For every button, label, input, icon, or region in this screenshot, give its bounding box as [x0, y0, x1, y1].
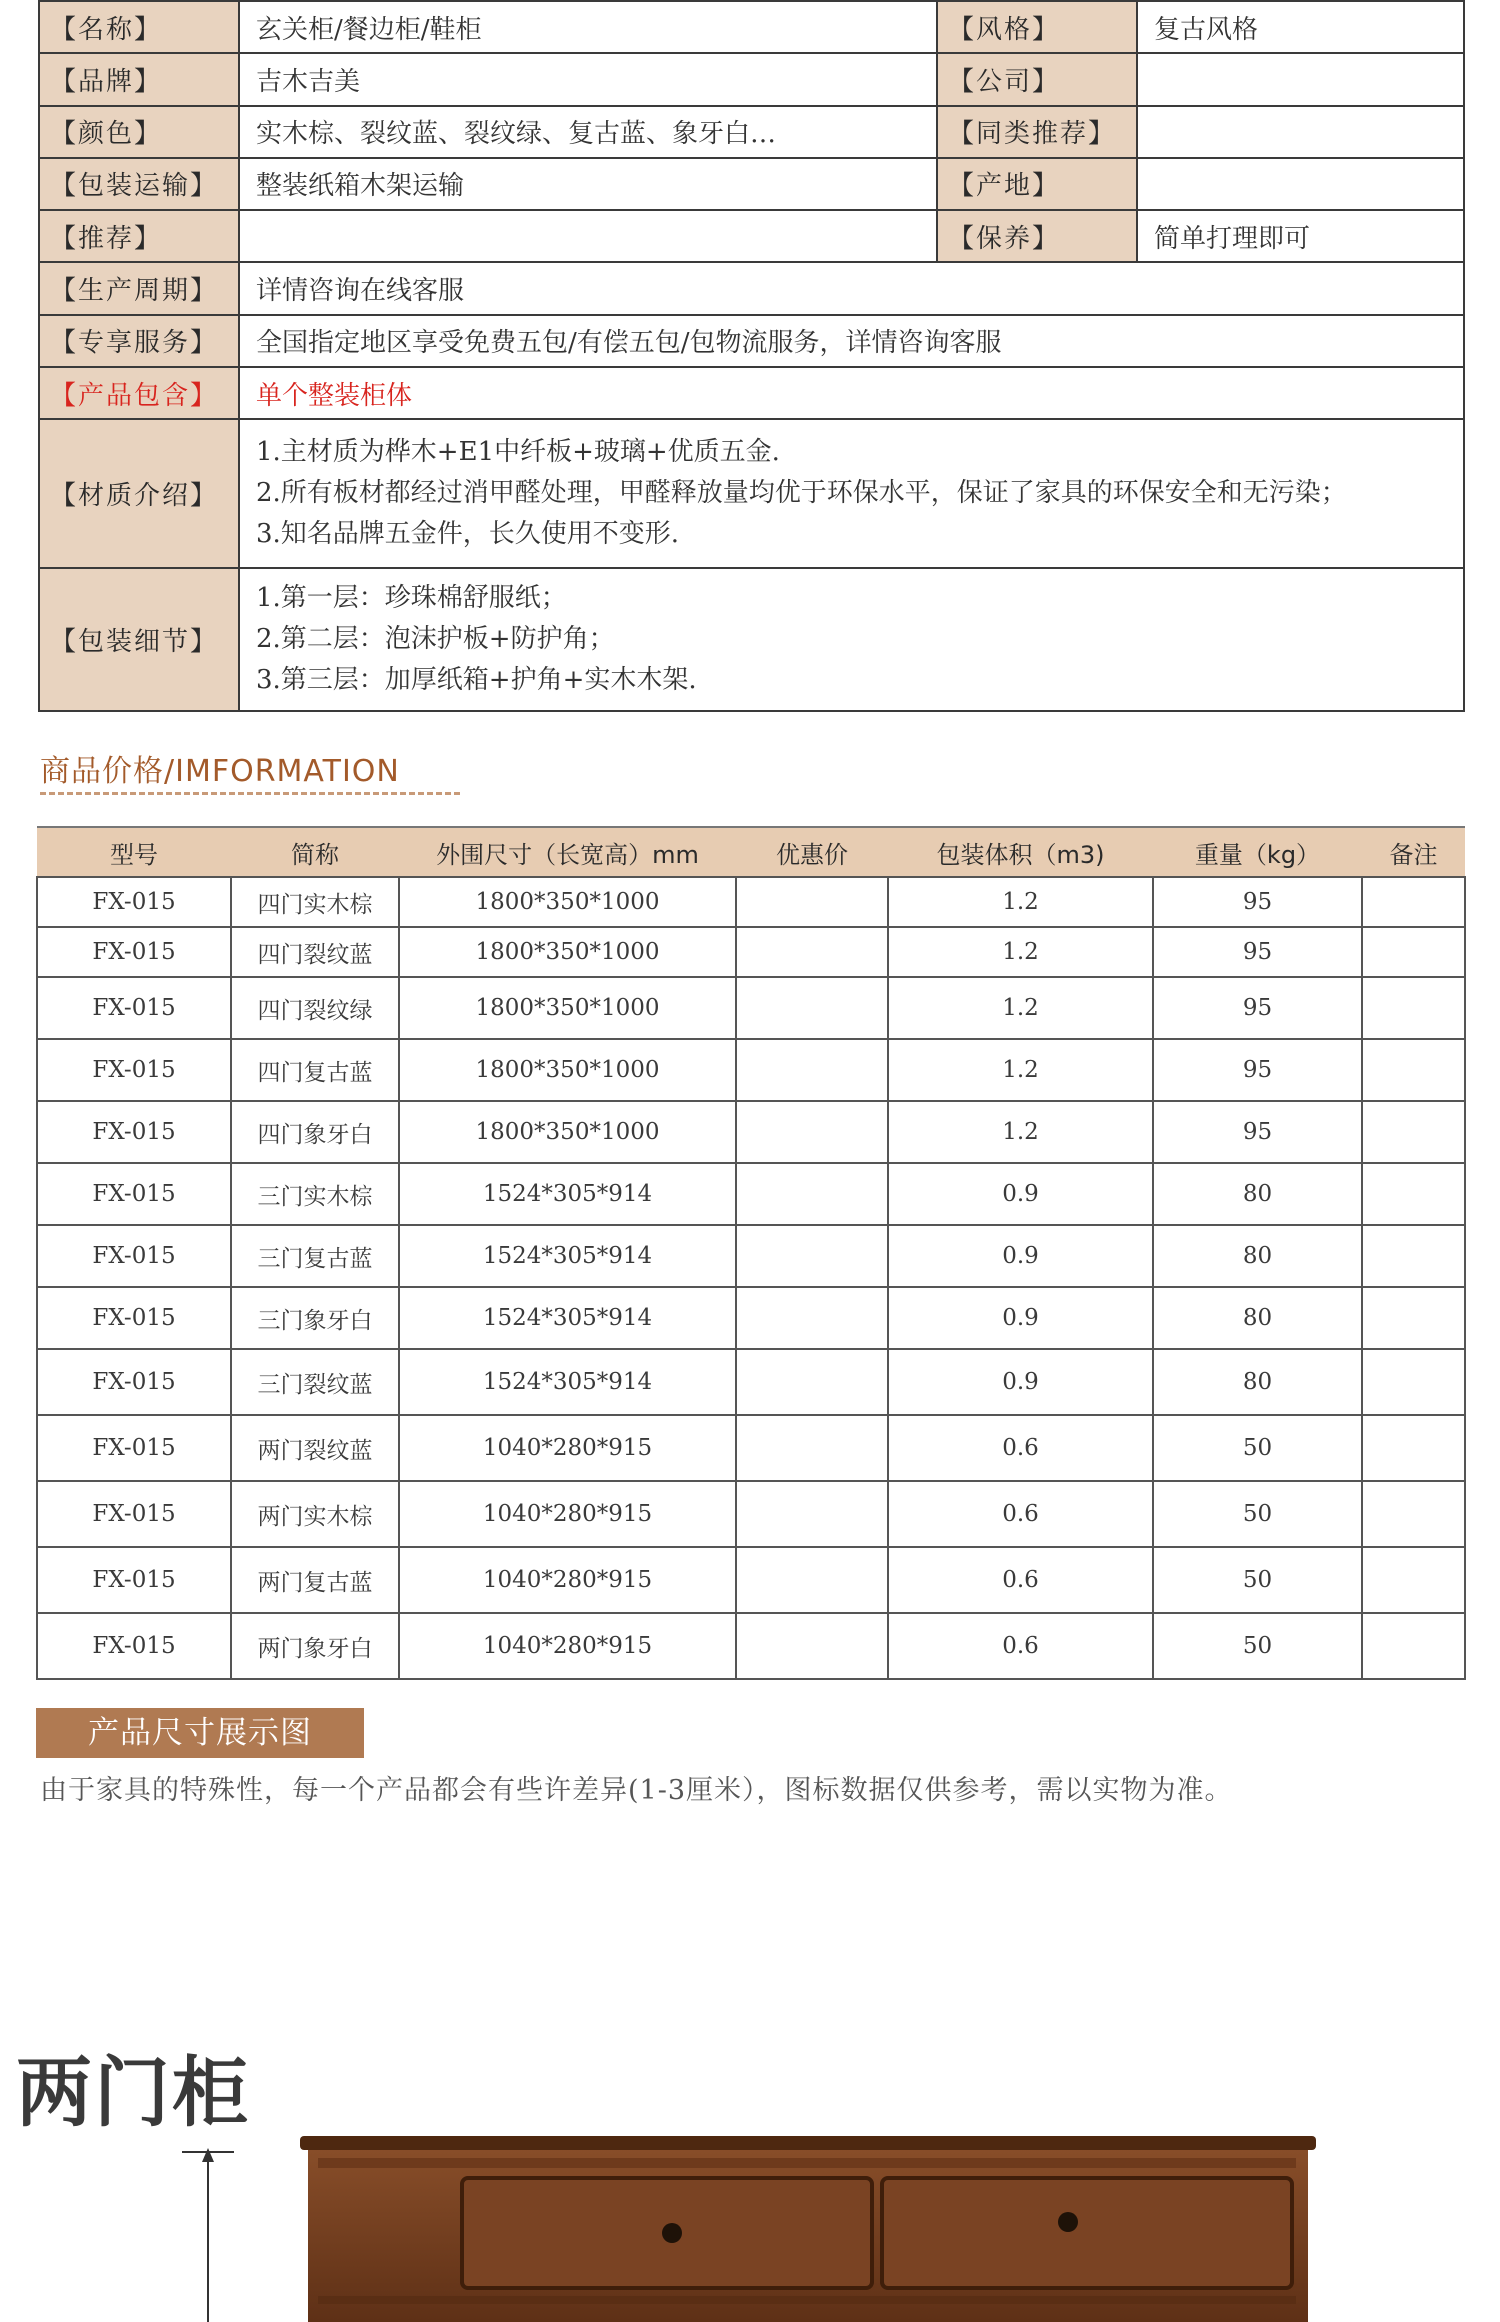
price-cell: 1800*350*1000 [399, 927, 736, 977]
dimension-arrow-icon [202, 2148, 214, 2162]
spec-value-color: 实木棕、裂纹蓝、裂纹绿、复古蓝、象牙白… [239, 106, 937, 158]
spec-label-brand: 【品牌】 [39, 53, 239, 105]
price-cell: 1524*305*914 [399, 1163, 736, 1225]
price-cell [736, 1101, 888, 1163]
price-section-heading: 商品价格/IMFORMATION [40, 754, 400, 789]
price-table [36, 826, 1466, 1680]
price-cell [736, 1547, 888, 1613]
price-cell: 50 [1153, 1613, 1362, 1679]
price-cell: 0.6 [888, 1481, 1153, 1547]
price-cell [1362, 1287, 1465, 1349]
column-header: 优惠价 [736, 827, 888, 877]
price-cell: 95 [1153, 927, 1362, 977]
spec-value-origin [1137, 158, 1464, 210]
spec-label-color: 【颜色】 [39, 106, 239, 158]
spec-label-packing: 【包装细节】 [39, 568, 239, 711]
price-header-row [37, 827, 1465, 877]
price-cell [736, 1287, 888, 1349]
spec-label-origin: 【产地】 [937, 158, 1137, 210]
size-section-banner: 产品尺寸展示图 [36, 1708, 364, 1758]
price-cell: 95 [1153, 1101, 1362, 1163]
price-cell: 80 [1153, 1163, 1362, 1225]
price-cell: 1.2 [888, 877, 1153, 927]
column-header: 简称 [231, 827, 399, 877]
price-cell: FX-015 [37, 1613, 231, 1679]
spec-row [39, 106, 1464, 158]
spec-label-includes-text: 【产品包含】 [50, 380, 219, 411]
price-row [37, 1163, 1465, 1225]
cabinet-rail [318, 2296, 1296, 2304]
packing-line: 1.第一层：珍珠棉舒服纸； [256, 583, 567, 614]
price-cell [736, 1039, 888, 1101]
spec-value-recommend [239, 210, 937, 262]
price-cell [1362, 1613, 1465, 1679]
price-cell: 0.9 [888, 1349, 1153, 1415]
spec-row [39, 367, 1464, 419]
price-cell: 两门复古蓝 [231, 1547, 399, 1613]
price-cell: 四门复古蓝 [231, 1039, 399, 1101]
price-cell: FX-015 [37, 927, 231, 977]
price-cell: FX-015 [37, 1481, 231, 1547]
price-row [37, 1415, 1465, 1481]
price-cell: 1.2 [888, 1101, 1153, 1163]
price-cell: 0.9 [888, 1287, 1153, 1349]
cabinet-top [300, 2136, 1316, 2150]
size-disclaimer: 由于家具的特殊性，每一个产品都会有些许差异(1-3厘米），图标数据仅供参考，需以实物为准。 [40, 1775, 1233, 1806]
column-header: 外围尺寸（长宽高）mm [399, 827, 736, 877]
price-cell [1362, 927, 1465, 977]
price-cell [1362, 1349, 1465, 1415]
column-header: 型号 [37, 827, 231, 877]
material-line: 2.所有板材都经过消甲醛处理，甲醛释放量均优于环保水平，保证了家具的环保安全和无污染； [256, 478, 1347, 509]
price-cell: 50 [1153, 1481, 1362, 1547]
price-row [37, 977, 1465, 1039]
spec-row [39, 158, 1464, 210]
spec-value-packing [239, 568, 1464, 711]
price-cell: 三门裂纹蓝 [231, 1349, 399, 1415]
price-row [37, 1225, 1465, 1287]
right-drawer [882, 2178, 1292, 2288]
spec-label-material: 【材质介绍】 [39, 419, 239, 568]
spec-label-similar: 【同类推荐】 [937, 106, 1137, 158]
price-cell: 三门象牙白 [231, 1287, 399, 1349]
spec-value-shipping: 整装纸箱木架运输 [239, 158, 937, 210]
spec-row [39, 419, 1464, 568]
price-cell: 0.6 [888, 1613, 1153, 1679]
price-cell: 四门裂纹蓝 [231, 927, 399, 977]
price-cell [1362, 1481, 1465, 1547]
price-cell: 四门象牙白 [231, 1101, 399, 1163]
column-header: 备注 [1362, 827, 1465, 877]
spec-label-name: 【名称】 [39, 1, 239, 53]
spec-label-recommend: 【推荐】 [39, 210, 239, 262]
spec-label-company: 【公司】 [937, 53, 1137, 105]
column-header: 重量（kg） [1153, 827, 1362, 877]
price-row [37, 1101, 1465, 1163]
price-cell [1362, 1225, 1465, 1287]
price-cell [736, 977, 888, 1039]
price-cell [736, 1481, 888, 1547]
price-row [37, 927, 1465, 977]
price-cell: 80 [1153, 1225, 1362, 1287]
price-cell: 1800*350*1000 [399, 1101, 736, 1163]
price-cell: 1800*350*1000 [399, 977, 736, 1039]
price-cell: 1040*280*915 [399, 1415, 736, 1481]
price-cell [1362, 1547, 1465, 1613]
material-line: 3.知名品牌五金件，长久使用不变形. [256, 519, 680, 550]
price-cell: 两门裂纹蓝 [231, 1415, 399, 1481]
price-cell [736, 927, 888, 977]
product-title: 两门柜 [16, 2048, 250, 2137]
price-row [37, 1287, 1465, 1349]
price-cell: FX-015 [37, 1101, 231, 1163]
price-cell: 80 [1153, 1349, 1362, 1415]
spec-label-shipping: 【包装运输】 [39, 158, 239, 210]
price-table-body [37, 877, 1465, 1679]
price-row [37, 1481, 1465, 1547]
price-cell: 95 [1153, 1039, 1362, 1101]
spec-label-style: 【风格】 [937, 1, 1137, 53]
price-cell [736, 1225, 888, 1287]
price-cell: 1040*280*915 [399, 1481, 736, 1547]
price-cell: 四门裂纹绿 [231, 977, 399, 1039]
packing-line: 2.第二层：泡沫护板+防护角； [256, 624, 615, 655]
spec-value-similar [1137, 106, 1464, 158]
spec-value-care: 简单打理即可 [1137, 210, 1464, 262]
price-cell: 0.6 [888, 1415, 1153, 1481]
price-cell: 50 [1153, 1547, 1362, 1613]
spec-value-style: 复古风格 [1137, 1, 1464, 53]
price-cell: 1524*305*914 [399, 1225, 736, 1287]
price-cell: FX-015 [37, 1039, 231, 1101]
packing-line: 3.第三层：加厚纸箱+护角+实木木架. [256, 665, 697, 696]
price-cell: 四门实木棕 [231, 877, 399, 927]
spec-value-service: 全国指定地区享受免费五包/有偿五包/包物流服务，详情咨询客服 [239, 315, 1464, 367]
spec-value-includes: 单个整装柜体 [239, 367, 1464, 419]
price-cell: 1.2 [888, 1039, 1153, 1101]
spec-value-company [1137, 53, 1464, 105]
price-cell: 50 [1153, 1415, 1362, 1481]
price-cell: FX-015 [37, 1163, 231, 1225]
price-cell: 95 [1153, 977, 1362, 1039]
price-cell: 80 [1153, 1287, 1362, 1349]
price-cell: FX-015 [37, 1287, 231, 1349]
price-cell: FX-015 [37, 977, 231, 1039]
price-cell [736, 1415, 888, 1481]
drawer-knob-icon [662, 2223, 682, 2243]
price-cell: FX-015 [37, 1547, 231, 1613]
price-row [37, 1547, 1465, 1613]
price-cell: 0.6 [888, 1547, 1153, 1613]
price-cell: FX-015 [37, 877, 231, 927]
spec-value-cycle: 详情咨询在线客服 [239, 262, 1464, 314]
spec-value-material [239, 419, 1464, 568]
spec-value-name: 玄关柜/餐边柜/鞋柜 [239, 1, 937, 53]
price-table-header [37, 827, 1465, 877]
price-cell [736, 1349, 888, 1415]
price-cell: 1040*280*915 [399, 1547, 736, 1613]
spec-label-care: 【保养】 [937, 210, 1137, 262]
price-cell: 1524*305*914 [399, 1287, 736, 1349]
price-cell: 95 [1153, 877, 1362, 927]
spec-label-cycle: 【生产周期】 [39, 262, 239, 314]
price-cell [1362, 877, 1465, 927]
price-cell [736, 1613, 888, 1679]
spec-row [39, 210, 1464, 262]
spec-row [39, 262, 1464, 314]
price-cell: 0.9 [888, 1163, 1153, 1225]
cabinet-image [0, 2100, 1500, 2322]
price-cell [736, 877, 888, 927]
spec-row [39, 1, 1464, 53]
spec-label-includes [39, 367, 239, 419]
price-cell [1362, 1101, 1465, 1163]
spec-row [39, 315, 1464, 367]
spec-label-service: 【专享服务】 [39, 315, 239, 367]
spec-row [39, 568, 1464, 711]
price-cell: 1040*280*915 [399, 1613, 736, 1679]
price-cell: 1800*350*1000 [399, 1039, 736, 1101]
price-cell [1362, 1163, 1465, 1225]
drawer-knob-icon [1058, 2212, 1078, 2232]
price-cell: FX-015 [37, 1349, 231, 1415]
price-cell [1362, 1415, 1465, 1481]
price-cell: FX-015 [37, 1225, 231, 1287]
price-cell: 1524*305*914 [399, 1349, 736, 1415]
price-cell: 1.2 [888, 927, 1153, 977]
price-cell [1362, 1039, 1465, 1101]
price-cell [736, 1163, 888, 1225]
spec-table [38, 0, 1465, 712]
price-cell: FX-015 [37, 1415, 231, 1481]
price-cell: 1.2 [888, 977, 1153, 1039]
price-row [37, 1349, 1465, 1415]
price-cell: 两门象牙白 [231, 1613, 399, 1679]
spec-value-brand: 吉木吉美 [239, 53, 937, 105]
heading-divider [40, 792, 460, 795]
material-line: 1.主材质为桦木+E1中纤板+玻璃+优质五金. [256, 437, 780, 468]
column-header: 包装体积（m3) [888, 827, 1153, 877]
price-cell: 三门实木棕 [231, 1163, 399, 1225]
price-cell [1362, 977, 1465, 1039]
price-cell: 两门实木棕 [231, 1481, 399, 1547]
price-row [37, 1613, 1465, 1679]
price-cell: 0.9 [888, 1225, 1153, 1287]
spec-row [39, 53, 1464, 105]
price-cell: 三门复古蓝 [231, 1225, 399, 1287]
cabinet-trim [318, 2158, 1296, 2168]
price-row [37, 1039, 1465, 1101]
price-row [37, 877, 1465, 927]
price-cell: 1800*350*1000 [399, 877, 736, 927]
